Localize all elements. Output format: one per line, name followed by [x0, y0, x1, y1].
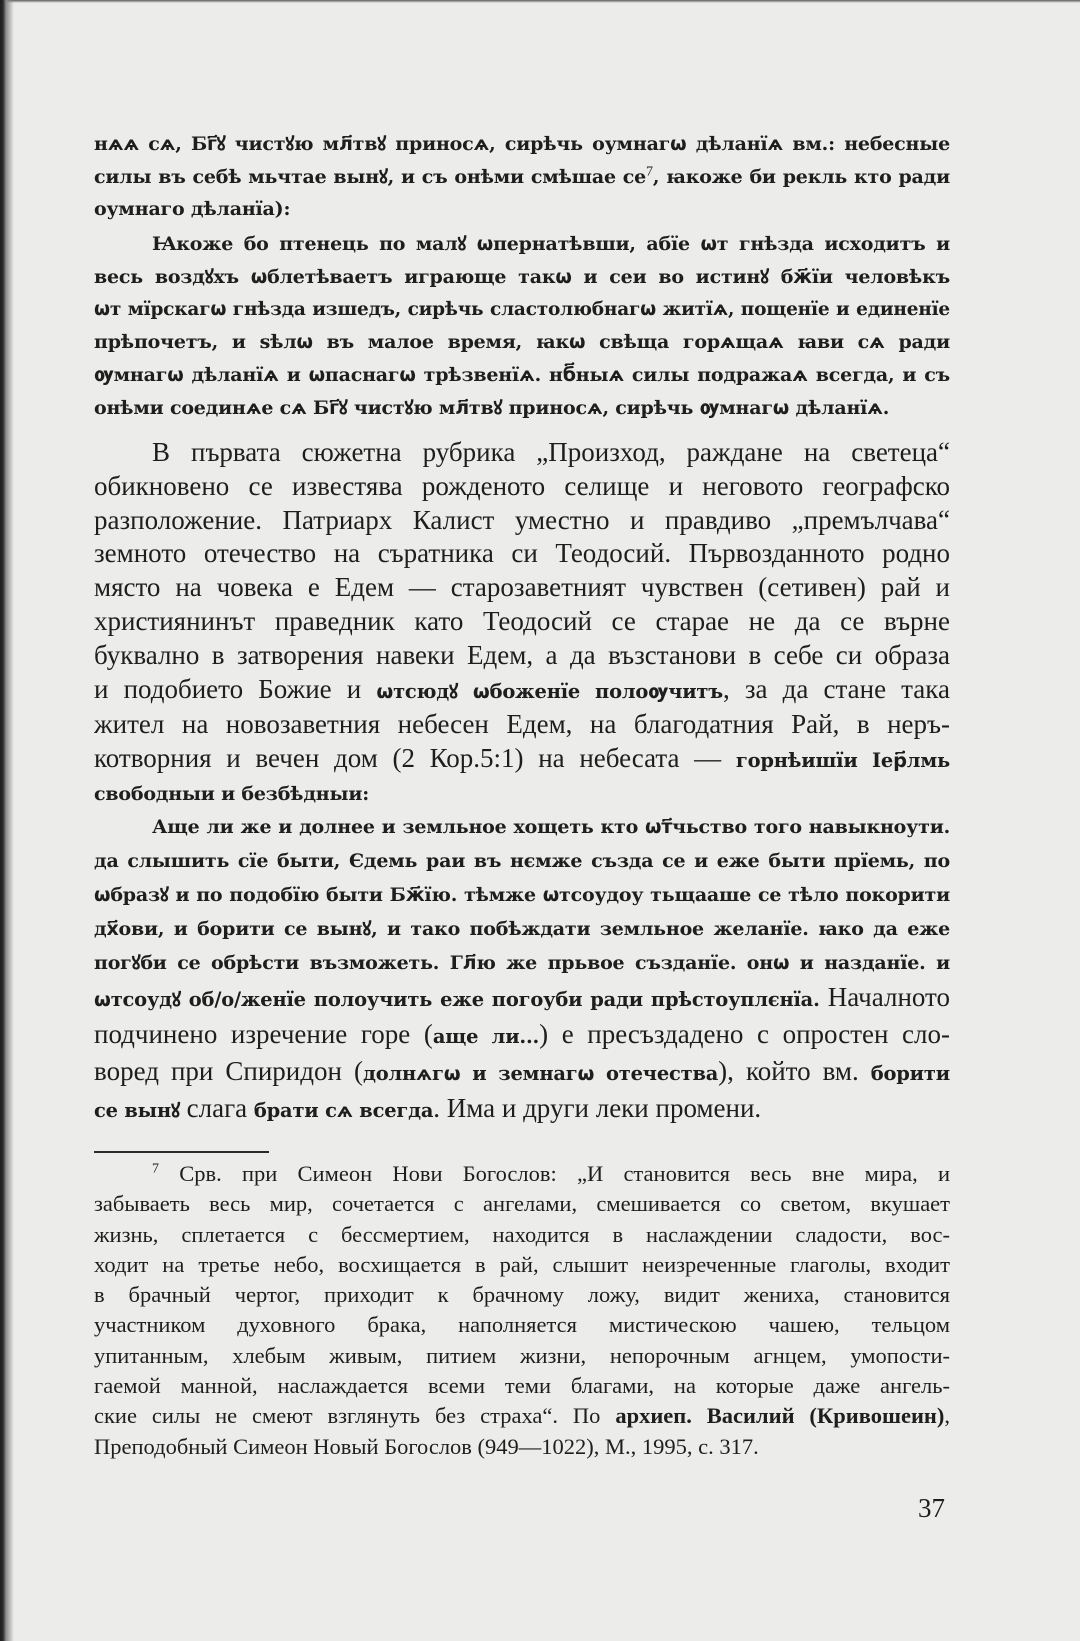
slavonic-quote: борити [870, 1062, 950, 1085]
text-segment: силы въ себѣ мьчтае вынꙋ, и съ онѣми смѣшае се [94, 165, 647, 188]
text-line: Аще ли же и долнее и земльное хощеть кто ѡт҃чьство того навыкноути. [152, 816, 950, 838]
slavonic-quote: аще ли... [432, 1025, 540, 1048]
text-line: ѡбразꙋ и по подобїю быти Бж҃їю. тѣмже ѡтсоудоу тьщааше се тѣло покорити [94, 884, 950, 906]
slavonic-quote: долнѧгѡ и земнагѡ отечества [362, 1062, 719, 1085]
text-line: участником духовного брака, наполняется мистическою чашею, тельцом [94, 1312, 950, 1338]
text-segment: ские силы не смеют взглянуть без страха“. По [94, 1403, 616, 1429]
text-segment: и подобието Божие и [94, 673, 377, 704]
text-line: жизнь, сплетается с бессмертием, находится в наслаждении сладости, вос- [94, 1221, 950, 1247]
slavonic-quote: ѡтсоудꙋ об/о/женїе полоучить еже погоуби ради прѣстоуплєнїа. [94, 988, 820, 1011]
text-line: дх҃ови, и борити се вынꙋ, и тако побѣждати земльное желанїе. ꙗко да еже [94, 918, 950, 940]
text-line: в брачный чертог, приходит к брачному ложу, видит жениха, становится [94, 1282, 950, 1308]
text-segment: Началното [819, 982, 950, 1012]
text-segment: слага [179, 1093, 254, 1123]
text-line: прѣпочетъ, и ѕѣлѡ въ малое время, ꙗкѡ свѣща горѧщаѧ ꙗви сѧ ради [94, 331, 950, 354]
text-line [94, 1091, 950, 1128]
text-line [94, 673, 950, 709]
text-line: ходит на третье небо, восхищается в рай, слышит неизреченные глаголы, входит [94, 1251, 950, 1277]
text-line [94, 161, 950, 194]
text-line: погꙋби се обрѣсти възможеть. Гл҃ю же прьвое създанїе. онѡ и назданїе. и [94, 952, 950, 974]
footnote-marker: 7 [152, 1161, 159, 1177]
text-segment: котворния и вечен дом (2 Кор.5:1) на небесата — [94, 743, 736, 774]
text-segment: воред при Спиридон ( [94, 1056, 363, 1086]
text-line [94, 742, 950, 778]
text-line: ѡт мїрскагѡ гнѣзда изшедъ, сирѣчь сластолюбнагѡ житїѧ, пощенїе и единенїе [94, 298, 950, 320]
paragraph-slavonic-quote-2 [94, 810, 950, 1128]
text-line: място на човека е Едем — старозаветният чувствен (сетивен) рай и [94, 572, 950, 603]
text-line: нѧѧ сѧ, Бг҃ꙋ чистꙋю мл҃твꙋ приносѧ, сирѣчь оумнагѡ дѣланїѧ вм.: небесные [94, 133, 950, 155]
text-line: християнинът праведник като Теодосий се старае не да се върне [94, 605, 950, 636]
text-line [94, 1017, 950, 1054]
page-number: 37 [918, 1493, 945, 1523]
bold-citation: архиеп. Василий (Кривошеин) [615, 1403, 945, 1429]
text-line: упитанным, хлебым живым, питием жизни, непорочным агнцем, умопости- [94, 1342, 950, 1368]
text-line: буквално в затворения навеки Едем, а да възстанови в себе си образа [94, 639, 950, 670]
text-line: Преподобный Симеон Новый Богослов (949—1022), М., 1995, с. 317. [94, 1433, 759, 1459]
text-segment: , [944, 1403, 950, 1429]
text-line: да слышить сїе быти, Єдемь раи въ нємже създа се и еже быти прїемь, по [94, 850, 950, 872]
footnote [94, 1159, 950, 1462]
text-line: Ꙗкоже бо птенець по малꙋ ѡпернатѣвши, абїе ѡт гнѣзда исходитъ и [152, 233, 950, 255]
slavonic-quote: брати сѧ всегда [253, 1099, 434, 1122]
slavonic-quote: се вынꙋ [94, 1099, 180, 1122]
text-segment: Срв. при Симеон Нови Богослов: „И становится весь вне мира, и [159, 1161, 950, 1186]
text-line [94, 1054, 950, 1091]
text-line: В първата сюжетна рубрика „Произход, раждане на светеца“ [152, 437, 950, 467]
text-line: онѣми соединѧе сѧ Бг҃ꙋ чистꙋю мл҃твꙋ приносѧ, сирѣчь ѹмнагѡ дѣланїѧ. [94, 396, 890, 419]
paragraph-slavonic-intro [94, 128, 950, 226]
text-segment: , ꙗкоже би рекль кто ради [652, 165, 950, 188]
paragraph-commentary [94, 436, 950, 812]
text-line: ѹмнагѡ дѣланїѧ и ѡпаснагѡ трѣзвенїѧ. нб҃ныѧ силы подражаѧ всегда, и съ [94, 364, 950, 387]
text-line: разположение. Патриарх Калист уместно и правдиво „премълчава“ [94, 504, 950, 535]
text-segment: . Има и други леки промени. [433, 1093, 762, 1123]
text-line: гаемой манной, наслаждается всеми теми благами, на которые даже ангель- [94, 1373, 950, 1399]
text-line: весь воздꙋхъ ѡблетѣваетъ играюще такѡ и сеи во истинꙋ бж҃їи человѣкъ [94, 265, 950, 288]
text-line: обикновено се известява рожденото селище и неговото географско [94, 470, 950, 501]
slavonic-quote: ѡтсюдꙋ ѡбоженїе полоѹчитъ [376, 679, 723, 703]
text-line [94, 1401, 950, 1431]
text-segment: ), който вм. [718, 1056, 871, 1086]
text-line [94, 1159, 950, 1189]
text-line [94, 980, 950, 1017]
text-line: свободныи и безбѣдныи: [94, 782, 370, 805]
paragraph-slavonic-quote [94, 228, 950, 425]
text-segment: ) е пресъздадено с опростен сло- [539, 1019, 950, 1049]
text-segment: подчинено изречение горе ( [94, 1019, 433, 1049]
text-line: земното отечество на съратника си Теодосий. Първозданното родно [94, 538, 950, 569]
slavonic-quote: горнѣишїи Іер҃лмь [735, 749, 950, 773]
text-line: забываеть весь мир, сочетается с ангелами, смешивается со светом, вкушает [94, 1191, 950, 1217]
footnote-separator [94, 1151, 269, 1153]
text-segment: , за да стане така [723, 673, 950, 704]
text-line: жител на новозаветния небесен Едем, на благодатния Рай, в неръ- [94, 709, 950, 740]
text-line: оумнаго дѣланїа): [94, 198, 291, 220]
footnote-reference: 7 [646, 164, 653, 180]
